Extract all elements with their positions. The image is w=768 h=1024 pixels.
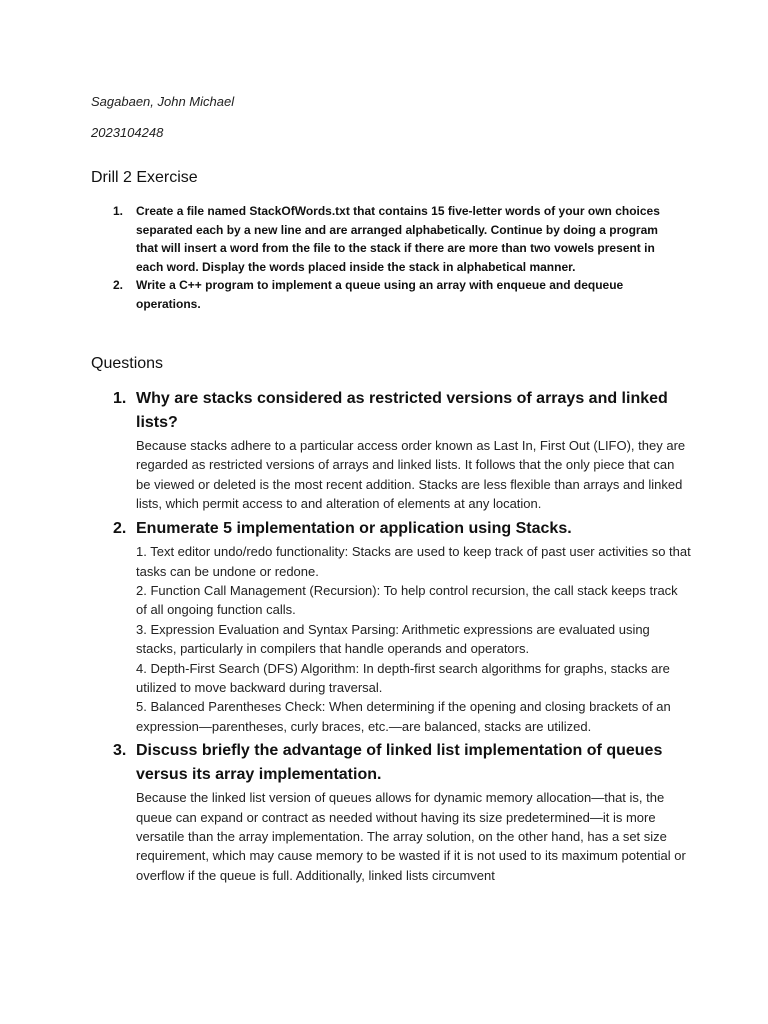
question-answer	[136, 436, 691, 514]
questions-title: Questions	[91, 355, 164, 372]
drill-item-text: Create a file named StackOfWords.txt that contains 15 five-letter words of your own choices separated each by a new line and are arranged alphabetically. Continue by doing a program that will insert a word from the file to the stack if there are more than two vowels present in each word. Display the words placed inside the stack in alphabetical manner.	[136, 204, 660, 274]
question-item	[91, 517, 691, 737]
question-number: 3.	[113, 742, 127, 760]
answer-line: Because the linked list version of queues allows for dynamic memory allocation—that is, the queue can expand or contract as needed without having its size predetermined—it is more versatile than the array implementation. The array solution, on the other hand, has a set size requirement, which may cause memory to be wasted if it is not used to its maximum potential or overflow if the queue is full. Additionally, linked lists circumvent	[136, 790, 686, 883]
question-title: Discuss briefly the advantage of linked list implementation of queues versus its array implementation.	[136, 742, 663, 783]
question-number: 1.	[113, 390, 127, 407]
question-title: Why are stacks considered as restricted versions of arrays and linked lists?	[136, 390, 668, 431]
question-title: Enumerate 5 implementation or application using Stacks.	[136, 519, 572, 537]
answer-line: 1. Text editor undo/redo functionality: Stacks are used to keep track of past user activities so that tasks can be undone or redone.	[136, 544, 691, 579]
drill-list	[91, 202, 681, 314]
drill-item-number: 2.	[113, 278, 124, 293]
answer-line: 3. Expression Evaluation and Syntax Parsing: Arithmetic expressions are evaluated using stacks, particularly in compilers that handle operands and operators.	[136, 621, 650, 657]
answer-line: 2. Function Call Management (Recursion): To help control recursion, the call stack keeps track of all ongoing function calls.	[136, 582, 678, 618]
drill-item-number: 1.	[113, 204, 124, 218]
answer-line: 5. Balanced Parentheses Check: When determining if the opening and closing brackets of an expression—parentheses, curly braces, etc.—are balanced, stacks are utilized.	[136, 699, 671, 734]
questions-list	[91, 387, 691, 888]
drill-title: Drill 2 Exercise	[91, 169, 198, 186]
drill-item	[91, 276, 681, 313]
question-answer	[136, 788, 691, 885]
answer-line: Because stacks adhere to a particular access order known as Last In, First Out (LIFO), they are regarded as restricted versions of arrays and linked lists. It follows that the only piece that can be viewed or deleted is the most recent addition. Stacks are less flexible than arrays and linked lists, which permit access to and alteration of elements at any location.	[136, 438, 686, 512]
author-name: Sagabaen, John Michael	[91, 94, 235, 109]
question-number: 2.	[113, 519, 127, 537]
answer-line: 4. Depth-First Search (DFS) Algorithm: In depth-first search algorithms for graphs, stacks are utilized to move backward during traversal.	[136, 660, 670, 695]
question-item	[91, 387, 691, 514]
question-answer	[136, 542, 691, 736]
question-item	[91, 739, 691, 885]
student-id: 2023104248	[91, 125, 164, 140]
drill-item	[91, 202, 681, 276]
drill-item-text: Write a C++ program to implement a queue using an array with enqueue and dequeue operations.	[136, 278, 624, 311]
